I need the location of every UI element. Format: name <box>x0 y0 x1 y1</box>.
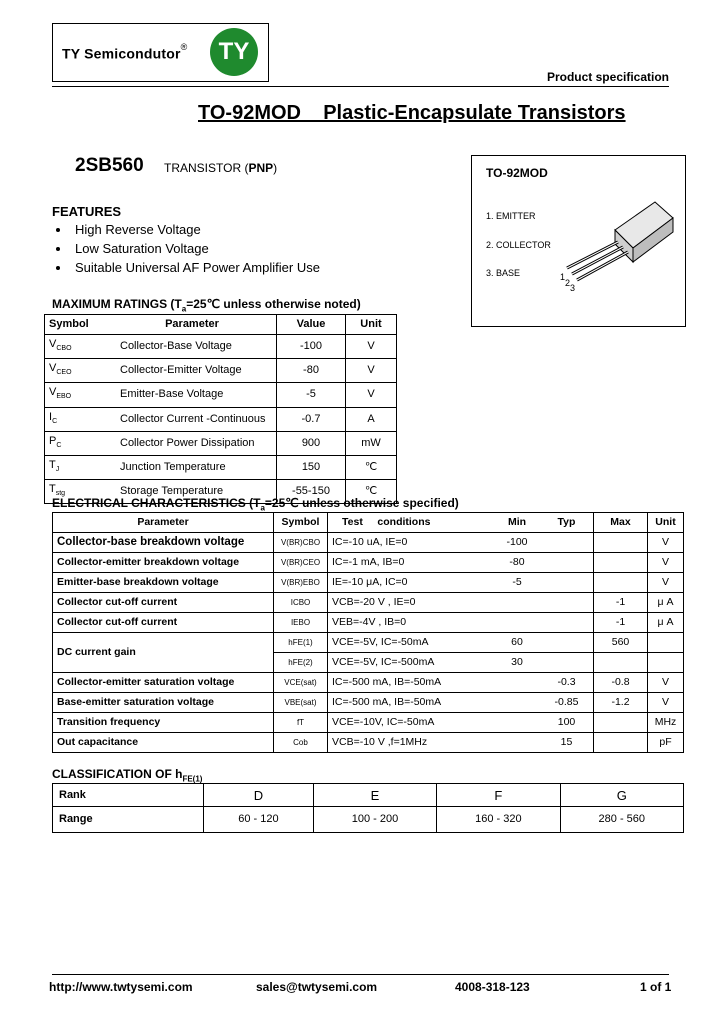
pin-1-label: 1. EMITTER <box>486 211 536 221</box>
footer-url-link[interactable]: http://www.twtysemi.com <box>49 980 193 994</box>
table-header-row: Symbol Parameter Value Unit <box>45 315 397 335</box>
pin-3-label: 3. BASE <box>486 268 521 278</box>
table-row: $P_C$ Collector Power Dissipation 900 mW <box>45 431 397 455</box>
brand-name: TY Semicondutor® <box>62 42 188 62</box>
page-title: TO-92MOD Plastic-Encapsulate Transistors <box>198 102 626 124</box>
table-row: Out capacitance Cob VCB=-10 V ,f=1MHz 15 pF <box>53 733 684 753</box>
pin-number-3: 3 <box>570 283 576 293</box>
table-row: Collector-emitter saturation voltage VCE(sat) IC=-500 mA, IB=-50mA -0.3 -0.8 V <box>53 673 684 693</box>
table-row: hFE(2) VCE=-5V, IC=-500mA 30 <box>53 653 684 673</box>
table-row: Collector cut-off current ICBO VCB=-20 V , IE=0 -1 μ A <box>53 593 684 613</box>
transistor-package-icon <box>555 190 680 295</box>
pin-number-1: 1 <box>560 272 566 282</box>
max-ratings-table <box>44 314 397 504</box>
classification-table <box>52 783 684 833</box>
table-row: $T_J$ Junction Temperature 150 ℃ <box>45 455 397 479</box>
features-heading: FEATURES <box>52 204 122 219</box>
classification-heading: CLASSIFICATION OF $h_{FE(1)}$ <box>52 767 203 784</box>
brand-logo-icon: TY <box>210 28 258 76</box>
part-number: 2SB560 <box>75 155 144 176</box>
page-number: 1 of 1 <box>640 980 672 994</box>
bullet-icon <box>56 266 60 270</box>
header-divider <box>52 86 669 87</box>
electrical-table <box>52 512 684 753</box>
spec-label: Product specification <box>546 70 669 84</box>
pin-number-2: 2 <box>565 278 571 288</box>
table-row: DC current gain hFE(1) VCE=-5V, IC=-50mA 60 560 <box>53 633 684 653</box>
table-row: $V_{EBO}$ Emitter-Base Voltage -5 V <box>45 383 397 407</box>
table-header-row: Parameter Symbol Test conditions Min Typ Max Unit <box>53 513 684 533</box>
table-row: $I_C$ Collector Current -Continuous -0.7 A <box>45 407 397 431</box>
table-row: Collector-emitter breakdown voltage V(BR)CEO IC=-1 mA, IB=0 -80 V <box>53 553 684 573</box>
table-row: Base-emitter saturation voltage VBE(sat) IC=-500 mA, IB=-50mA -0.85 -1.2 V <box>53 693 684 713</box>
bullet-icon <box>56 247 60 251</box>
table-row: $V_{CBO}$ Collector-Base Voltage -100 V <box>45 335 397 359</box>
package-name: TO-92MOD <box>486 166 548 180</box>
feature-item: Low Saturation Voltage <box>56 241 209 256</box>
bullet-icon <box>56 228 60 232</box>
table-row: Rank D E F G <box>53 784 684 807</box>
footer-phone: 4008-318-123 <box>455 980 530 994</box>
table-row: Range 60 - 120 100 - 200 160 - 320 280 - 560 <box>53 807 684 833</box>
feature-item: Suitable Universal AF Power Amplifier Use <box>56 260 320 275</box>
table-row: Transition frequency fT VCE=-10V, IC=-50mA 100 MHz <box>53 713 684 733</box>
footer-email-link[interactable]: sales@twtysemi.com <box>256 980 378 994</box>
table-row: $T_{stg}$ Storage Temperature -55-150 ℃ <box>45 480 397 504</box>
table-row: Emitter-base breakdown voltage V(BR)EBO IE=-10 μA, IC=0 -5 V <box>53 573 684 593</box>
table-row: Collector cut-off current IEBO VEB=-4V , IB=0 -1 μ A <box>53 613 684 633</box>
part-type: TRANSISTOR (PNP) <box>164 161 278 175</box>
footer-divider <box>52 974 669 975</box>
max-ratings-heading: MAXIMUM RATINGS ($T_a=25℃$ unless otherwise noted) <box>52 297 361 314</box>
table-row: $V_{CEO}$ Collector-Emitter Voltage -80 V <box>45 359 397 383</box>
feature-item: High Reverse Voltage <box>56 222 201 237</box>
table-row: Collector-base breakdown voltage V(BR)CBO IC=-10 uA, IE=0 -100 V <box>53 533 684 553</box>
electrical-heading: ELECTRICAL CHARACTERISTICS ($T_a=25℃$ unless otherwise specified) <box>52 496 459 513</box>
pin-2-label: 2. COLLECTOR <box>486 240 551 250</box>
